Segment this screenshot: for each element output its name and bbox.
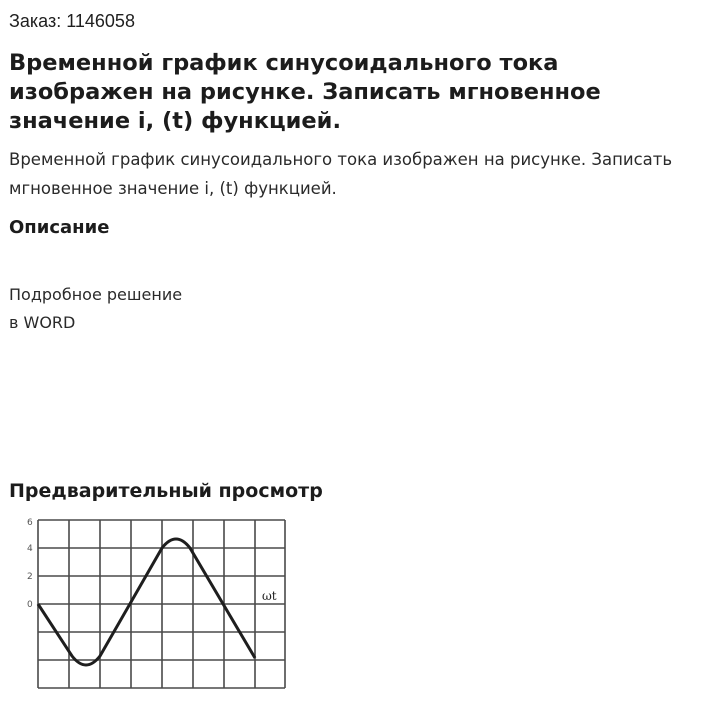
x-axis-label: ωt	[262, 589, 277, 603]
sine-curve	[38, 539, 255, 665]
description-line: Подробное решение	[9, 285, 183, 304]
preview-image	[20, 512, 320, 692]
preview-heading: Предварительный просмотр	[9, 480, 323, 502]
description-line: в WORD	[9, 313, 76, 332]
y-tick-label: 6	[27, 518, 33, 528]
sine-graph	[20, 512, 320, 692]
order-number: Заказ: 1146058	[9, 11, 135, 31]
page-title: Временной график синусоидального тока изображен на рисунке. Записать мгновенное значение i, (t) функцией.	[9, 50, 601, 134]
y-tick-label: 4	[27, 544, 33, 554]
graph-grid	[38, 520, 285, 688]
description-body	[9, 281, 182, 337]
y-tick-label: 0	[27, 600, 33, 610]
description-heading: Описание	[9, 217, 110, 238]
y-tick-label: 2	[27, 572, 33, 582]
task-description: Временной график синусоидального тока изображен на рисунке. Записать мгновенное значение i, (t) функцией.	[9, 150, 673, 198]
graph-y-ticks	[27, 518, 33, 610]
